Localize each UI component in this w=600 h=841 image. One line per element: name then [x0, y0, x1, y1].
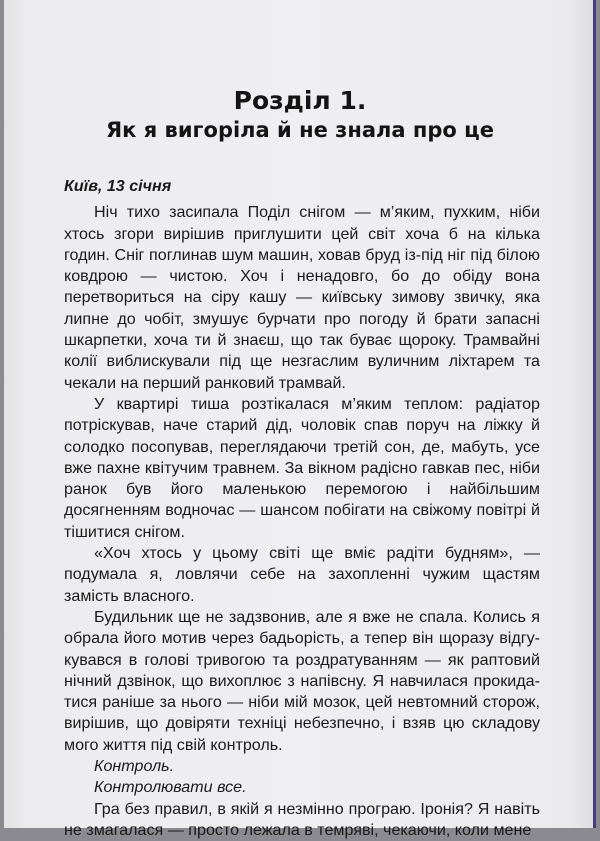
paragraph: Будильник ще не задзвонив, але я вже не спала. Колись я обрала його мотив через бадьорість, а тепер він щоразу відгукувався в голові тривогою та роздратуванням — як раптовий нічний дзвінок, що вихоплює з напівсну. Я навчилася прокидатися раніше за нього — ніби мій мозок, цей невтомний сторож, вирішив, що довіряти техніці небезпечно, і взяв цю складову мого життя під свій контроль. [64, 607, 540, 754]
chapter-number: Розділ 1. [233, 86, 367, 115]
paragraph: «Хоч хтось у цьому світі ще вміє радіти будням», — подумала я, ловлячи себе на захопленні чужим щастям замість власного. [64, 544, 540, 605]
book-page [4, 0, 596, 839]
body-text [64, 176, 540, 841]
paragraph-italic: Контроль. [94, 757, 175, 776]
paragraph-italic: Контролювати все. [94, 778, 247, 797]
paragraph: Ніч тихо засипала Поділ снігом — м’яким, пухким, ніби хтось згори вирішив приглушити цей світ хоча б на кілька годин. Сніг поглинав шум машин, ховав бруд із-під ніг під білою ковдрою — чистою. Хоч і ненадовго, бо до обіду вона перетвориться на сіру кашу — київську зимову звичку, яка липне до чобіт, змушує бурчати про погоду й брати запасні шкарпетки, хоча ти й знаєш, що так буває щороку. Трамвайні колії виблискували під ще незгаслим вуличним ліхтарем та чекали на перший ранковий трамвай. [64, 203, 540, 392]
paragraph: У квартирі тиша розтікалася м’яким теплом: радіатор потріскував, наче старий дід, чоловік спав поруч на ліжку й солодко посопував, переглядаючи третій сон, де, мабуть, усе вже пахне квітучим травнем. За вікном радісно гавкав пес, ніби ранок був його маленькою перемогою і найбільшим досягненням водночас — шансом побігати на свіжому повітрі й тішитися снігом. [64, 394, 540, 541]
paragraph: Гра без правил, в якій я незмінно програю. Іронія? Я навіть не змагалася — просто лежала в темряві, чекаючи, коли мене [64, 799, 540, 839]
bleed-through-text [94, 36, 534, 50]
dateline: Київ, 13 січня [64, 177, 172, 195]
chapter-title: Як я вигоріла й не знала про це [106, 118, 494, 142]
